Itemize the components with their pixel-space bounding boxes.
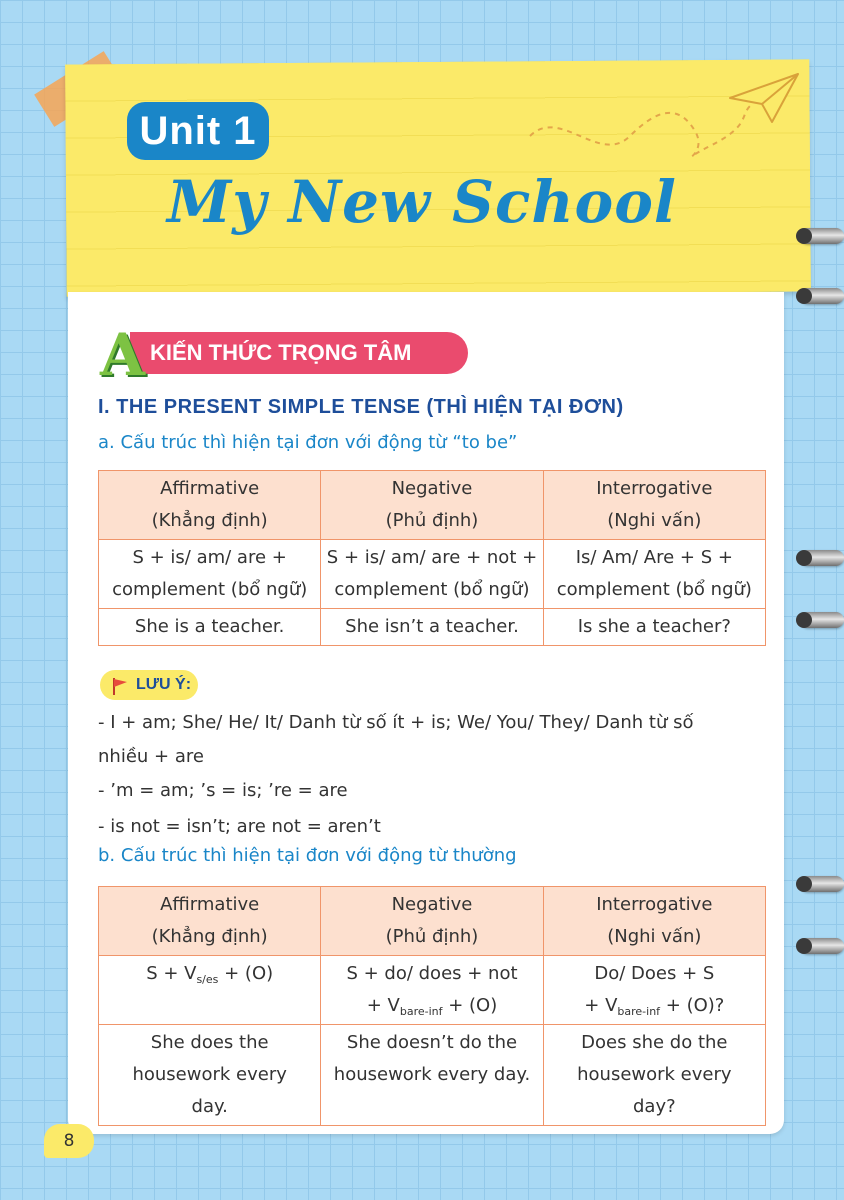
page-title: My New School <box>167 168 677 236</box>
formula-cell: S + do/ does + not + $V_{bare-inf} + (O)$ <box>321 956 543 1025</box>
table-row <box>99 1025 766 1126</box>
section-a-banner <box>100 321 470 389</box>
note-tag <box>100 670 198 700</box>
formula-cell: S + is/ am/ are + not + complement (bổ ngữ) <box>321 540 543 609</box>
binder-ring <box>800 876 844 892</box>
example-cell: Is she a teacher? <box>543 609 765 646</box>
example-cell: Does she do the housework every day? <box>543 1025 765 1126</box>
note-line: - ’m = am; ’s = is; ’re = are <box>98 780 348 801</box>
table-row <box>99 956 766 1025</box>
example-cell: She isn’t a teacher. <box>321 609 543 646</box>
note-line: - is not = isn’t; are not = aren’t <box>98 816 381 837</box>
table-to-be <box>98 470 766 646</box>
section-a-label: KIẾN THỨC TRỌNG TÂM <box>130 332 468 374</box>
table-ordinary-verbs <box>98 886 766 1126</box>
header-negative: Negative (Phủ định) <box>321 887 543 956</box>
note-line: nhiều + are <box>98 746 204 767</box>
subheading-ordinary-verbs: b. Cấu trúc thì hiện tại đơn với động từ thường <box>98 845 517 866</box>
header-affirmative: Affirmative (Khẳng định) <box>99 887 321 956</box>
header-negative: Negative (Phủ định) <box>321 471 543 540</box>
header-affirmative: Affirmative (Khẳng định) <box>99 471 321 540</box>
example-cell: She does the housework every day. <box>99 1025 321 1126</box>
header-interrogative: Interrogative (Nghi vấn) <box>543 887 765 956</box>
binder-ring <box>800 938 844 954</box>
table-row <box>99 609 766 646</box>
example-cell: She doesn’t do the housework every day. <box>321 1025 543 1126</box>
binder-ring <box>800 228 844 244</box>
table-row <box>99 540 766 609</box>
binder-ring <box>800 550 844 566</box>
formula-cell: Is/ Am/ Are + S + complement (bổ ngữ) <box>543 540 765 609</box>
unit-badge: Unit 1 <box>127 102 269 160</box>
note-label: LƯU Ý: <box>136 676 192 693</box>
table-header-row <box>99 471 766 540</box>
note-line: - I + am; She/ He/ It/ Danh từ số ít + is; We/ You/ They/ Danh từ số <box>98 712 694 733</box>
subheading-to-be: a. Cấu trúc thì hiện tại đơn với động từ “to be” <box>98 432 518 453</box>
binder-ring <box>800 288 844 304</box>
binder-ring <box>800 612 844 628</box>
header-interrogative: Interrogative (Nghi vấn) <box>543 471 765 540</box>
formula-cell: Do/ Does + S + $V_{bare-inf} + (O)$? <box>543 956 765 1025</box>
flag-icon <box>110 676 130 696</box>
formula-cell: S + is/ am/ are + complement (bổ ngữ) <box>99 540 321 609</box>
heading-present-simple: I. THE PRESENT SIMPLE TENSE (THÌ HIỆN TẠI ĐƠN) <box>98 396 624 418</box>
table-header-row <box>99 887 766 956</box>
example-cell: She is a teacher. <box>99 609 321 646</box>
section-a-letter: A <box>100 321 146 389</box>
page-number: 8 <box>44 1124 94 1158</box>
paper-plane-icon <box>724 68 804 128</box>
formula-cell: $S + V_{s/es} + (O)$ <box>99 956 321 1025</box>
